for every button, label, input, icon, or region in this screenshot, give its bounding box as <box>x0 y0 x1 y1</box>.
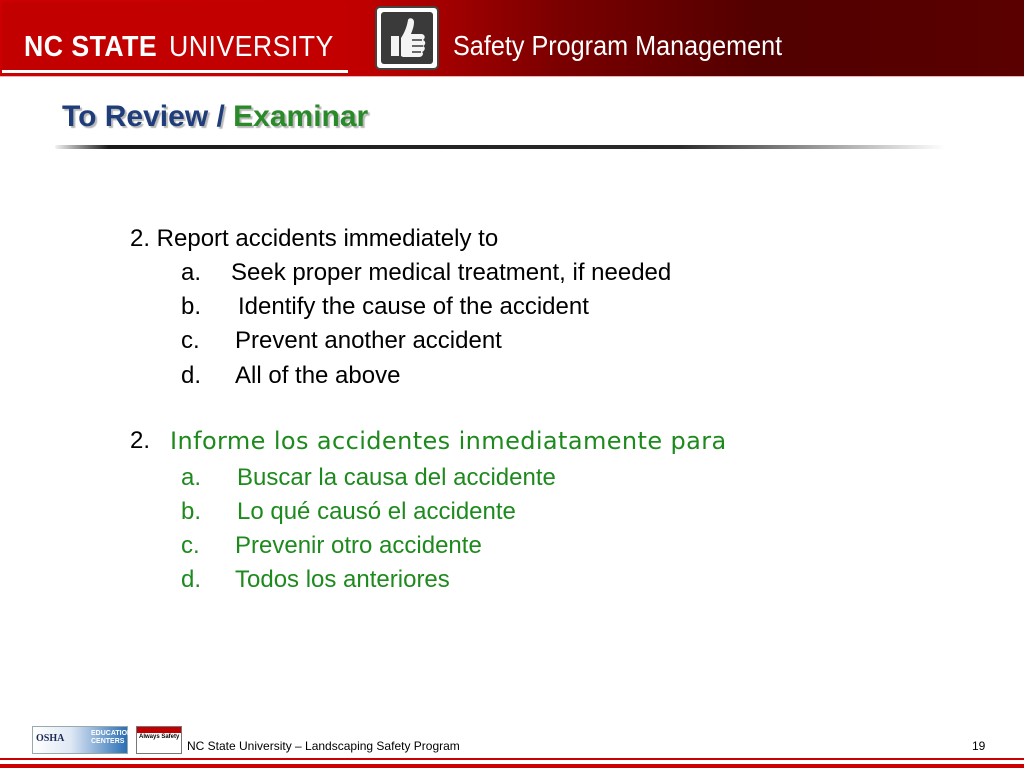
spanish-option-b: Lo qué causó el accidente <box>237 498 516 525</box>
university-logo <box>24 30 348 64</box>
spanish-option-a: Buscar la causa del accidente <box>237 464 556 491</box>
brand-bold: NC STATE <box>24 31 158 63</box>
spanish-number: 2. <box>130 427 151 454</box>
thumbs-up-icon <box>375 6 439 70</box>
english-question: 2. Report accidents immediately to <box>130 225 499 252</box>
spanish-option-c-letter: c. <box>181 532 200 559</box>
english-option-a-letter: a. <box>181 259 202 286</box>
english-option-a: Seek proper medical treatment, if needed <box>231 259 672 286</box>
page-number: 19 <box>972 739 986 753</box>
brand-underline <box>2 70 348 73</box>
footer-rule-top <box>0 758 1024 760</box>
title-divider <box>55 145 945 149</box>
footer-caption: NC State University – Landscaping Safety Program <box>187 739 460 753</box>
english-option-d-letter: d. <box>181 362 202 389</box>
english-option-b: Identify the cause of the accident <box>238 293 589 320</box>
slide-title <box>62 98 368 136</box>
spanish-option-d-letter: d. <box>181 566 202 593</box>
brand-panel <box>2 2 348 73</box>
header-banner <box>0 0 1024 77</box>
program-title: Safety Program Management <box>453 30 783 61</box>
spanish-option-b-letter: b. <box>181 498 202 525</box>
footer-logos <box>32 726 182 754</box>
osha-education-center-logo: OSHA EDUCATION CENTERS <box>32 726 128 754</box>
spanish-question: Informe los accidentes inmediatamente para <box>170 427 727 455</box>
brand-light: UNIVERSITY <box>169 31 334 63</box>
spanish-option-c: Prevenir otro accidente <box>235 532 482 559</box>
title-spanish: Examinar <box>233 100 369 133</box>
english-option-c: Prevent another accident <box>235 327 502 354</box>
english-option-d: All of the above <box>235 362 401 389</box>
english-option-c-letter: c. <box>181 327 200 354</box>
spanish-option-d: Todos los anteriores <box>235 566 450 593</box>
footer-rule-bottom <box>0 764 1024 768</box>
ncsu-always-safety-logo: Always Safety <box>136 726 182 754</box>
spanish-option-a-letter: a. <box>181 464 202 491</box>
english-option-b-letter: b. <box>181 293 202 320</box>
title-english: To Review / <box>62 100 234 133</box>
